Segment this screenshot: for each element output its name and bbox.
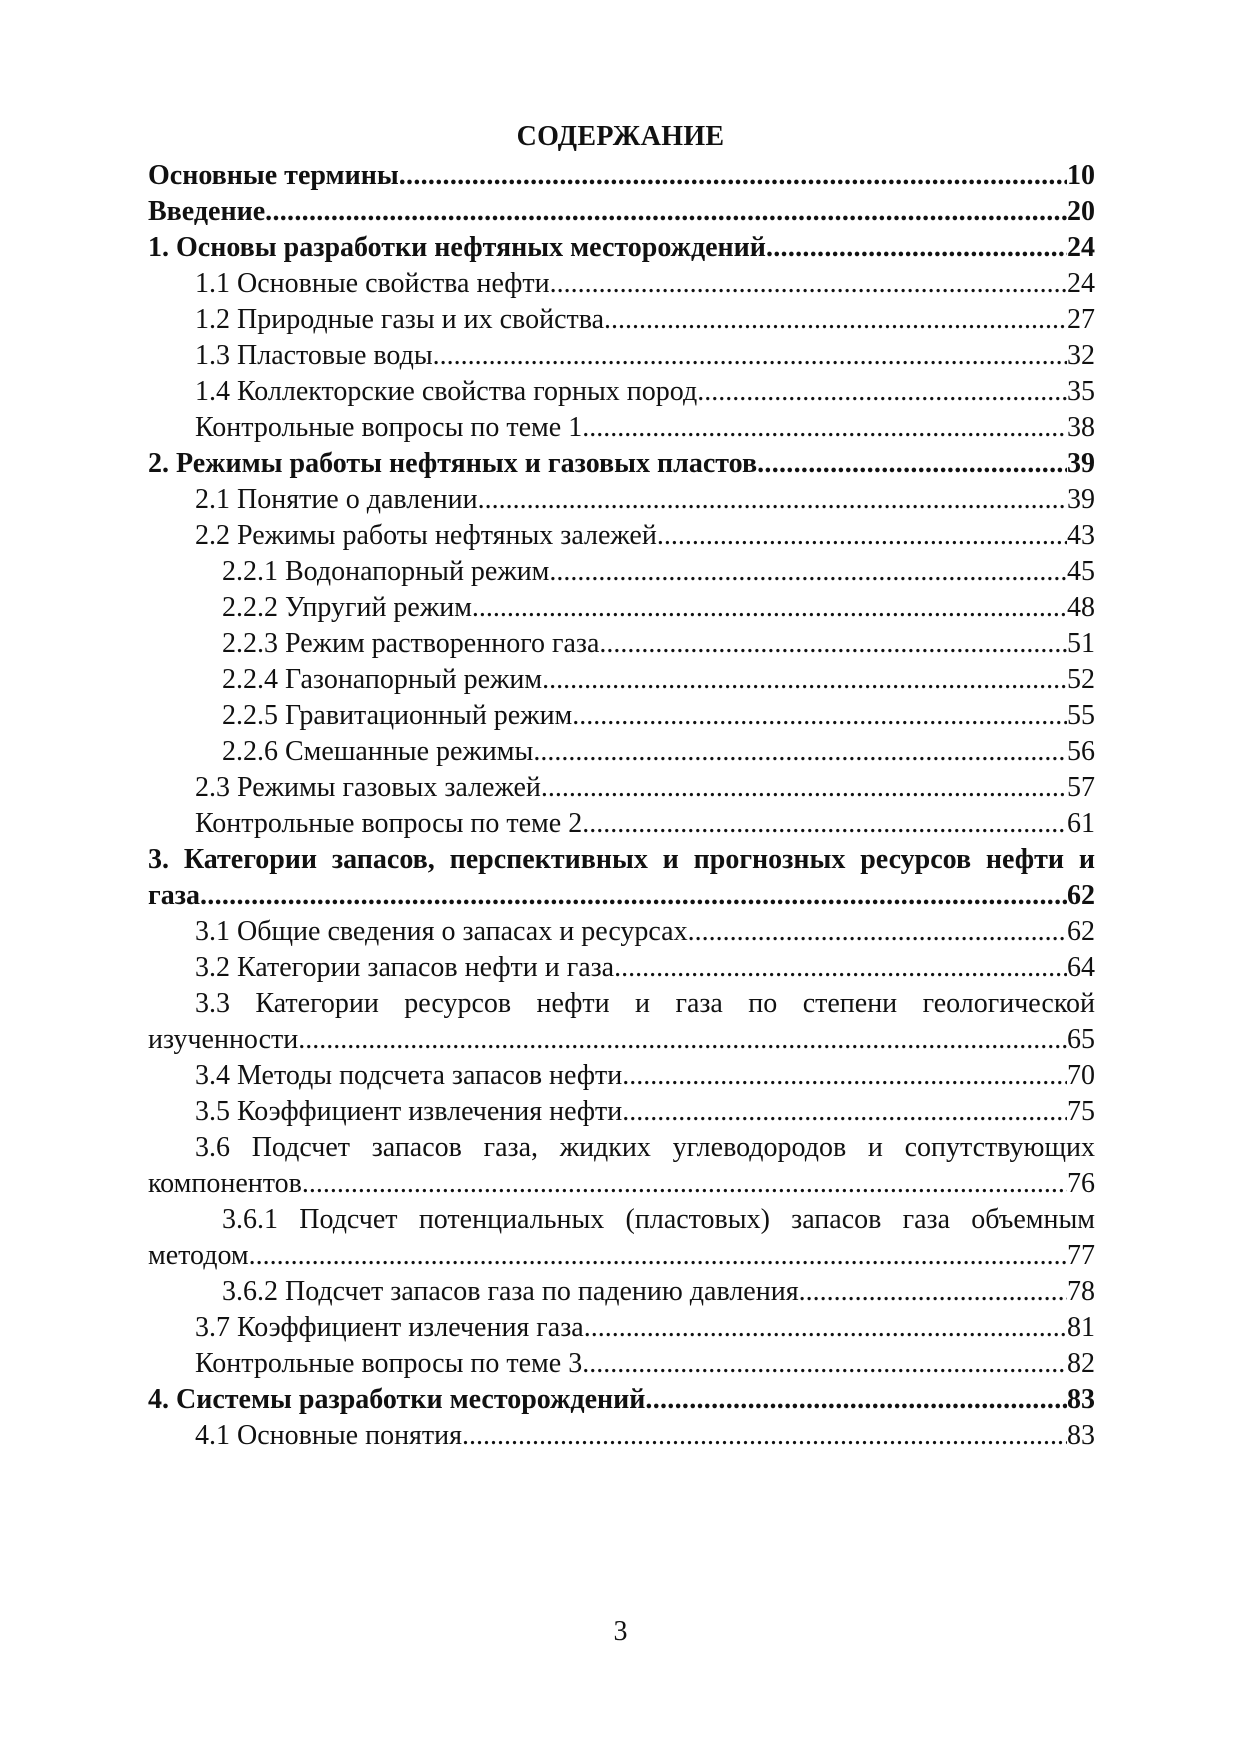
toc-entry-page: 39 xyxy=(1067,484,1095,515)
toc-entry[interactable] xyxy=(148,518,1095,554)
toc-entry[interactable] xyxy=(148,302,1095,338)
toc-entry[interactable] xyxy=(148,482,1095,518)
toc-entry-page: 27 xyxy=(1067,304,1095,335)
toc-entry-title: 1.3 Пластовые воды xyxy=(195,340,433,371)
toc-entry[interactable] xyxy=(148,770,1095,806)
toc-entry-title: 2.3 Режимы газовых залежей xyxy=(195,772,541,803)
toc-entry[interactable] xyxy=(148,266,1095,302)
toc-entry[interactable] xyxy=(148,734,1095,770)
toc-entry-page: 75 xyxy=(1067,1096,1095,1127)
toc-entry-page: 48 xyxy=(1067,592,1095,623)
toc-entry-title-continued: изученности xyxy=(148,1024,299,1055)
toc-entry-title: Контрольные вопросы по теме 2 xyxy=(195,808,583,839)
toc-entry[interactable] xyxy=(148,1058,1095,1094)
toc-entry-page: 55 xyxy=(1067,700,1095,731)
toc-entry-title: 3.2 Категории запасов нефти и газа xyxy=(195,952,615,983)
dot-leader xyxy=(302,1166,1067,1202)
dot-leader xyxy=(541,770,1067,806)
toc-entry[interactable] xyxy=(148,410,1095,446)
toc-entry-page: 35 xyxy=(1067,376,1095,407)
toc-entry[interactable] xyxy=(148,374,1095,410)
toc-entry-title: 3. Категории запасов, перспективных и прогнозных ресурсов нефти и xyxy=(148,844,1095,875)
toc-entry-title: 3.5 Коэффициент извлечения нефти xyxy=(195,1096,623,1127)
toc-entry-title: 2.2.4 Газонапорный режим xyxy=(222,664,543,695)
dot-leader xyxy=(582,1346,1067,1382)
toc-entry-title: 4. Системы разработки месторождений xyxy=(148,1384,646,1415)
toc-entry-page: 81 xyxy=(1067,1312,1095,1343)
toc-entry-page: 32 xyxy=(1067,340,1095,371)
toc-entry[interactable] xyxy=(148,698,1095,734)
toc-entry[interactable] xyxy=(148,1202,1095,1274)
dot-leader xyxy=(582,806,1067,842)
toc-entry-page: 56 xyxy=(1067,736,1095,767)
toc-entry-title: 3.6.2 Подсчет запасов газа по падению давления xyxy=(222,1276,799,1307)
toc-entry-title: 2.2.6 Смешанные режимы xyxy=(222,736,534,767)
toc-entry-page: 10 xyxy=(1067,160,1095,191)
toc-entry-title: Основные термины xyxy=(148,160,399,191)
dot-leader xyxy=(433,338,1067,374)
toc-entry-page: 83 xyxy=(1067,1384,1095,1415)
dot-leader xyxy=(584,1310,1067,1346)
dot-leader xyxy=(657,518,1067,554)
dot-leader xyxy=(249,1238,1067,1274)
toc-entry-title: 2.2 Режимы работы нефтяных залежей xyxy=(195,520,657,551)
toc-entry-title-continued: методом xyxy=(148,1240,249,1271)
dot-leader xyxy=(604,302,1067,338)
dot-leader xyxy=(766,230,1067,266)
toc-entry-page: 38 xyxy=(1067,412,1095,443)
toc-entry-page: 57 xyxy=(1067,772,1095,803)
toc-entry-title: 1.1 Основные свойства нефти xyxy=(195,268,550,299)
toc-entry[interactable] xyxy=(148,662,1095,698)
dot-leader xyxy=(645,1382,1067,1418)
toc-entry-page: 83 xyxy=(1067,1420,1095,1451)
dot-leader xyxy=(265,194,1067,230)
toc-entry[interactable] xyxy=(148,446,1095,482)
toc-entry-page: 61 xyxy=(1067,808,1095,839)
toc-entry-title: 2.2.3 Режим растворенного газа xyxy=(222,628,600,659)
page-number: 3 xyxy=(613,1616,628,1647)
toc-entry-title: 3.7 Коэффициент излечения газа xyxy=(195,1312,584,1343)
dot-leader xyxy=(200,878,1067,914)
toc-entry-page: 64 xyxy=(1067,952,1095,983)
toc-entry[interactable] xyxy=(148,1094,1095,1130)
toc-entry-title: 4.1 Основные понятия xyxy=(195,1420,463,1451)
toc-entry-title: 1.4 Коллекторские свойства горных пород xyxy=(195,376,698,407)
dot-leader xyxy=(549,554,1067,590)
toc-entry-title: 2. Режимы работы нефтяных и газовых пластов xyxy=(148,448,758,479)
toc-entry-page: 24 xyxy=(1067,268,1095,299)
toc-entry-page: 65 xyxy=(1067,1024,1095,1055)
dot-leader xyxy=(472,590,1067,626)
dot-leader xyxy=(298,1022,1067,1058)
dot-leader xyxy=(757,446,1067,482)
toc-entry-title: 2.1 Понятие о давлении xyxy=(195,484,478,515)
toc-entry-title: Контрольные вопросы по теме 1 xyxy=(195,412,583,443)
toc-entry-page: 82 xyxy=(1067,1348,1095,1379)
toc-entry[interactable] xyxy=(148,1418,1095,1454)
toc-entry-page: 52 xyxy=(1067,664,1095,695)
dot-leader xyxy=(399,158,1067,194)
toc-entry[interactable] xyxy=(148,1310,1095,1346)
page-title: СОДЕРЖАНИЕ xyxy=(516,121,725,152)
dot-leader xyxy=(533,734,1067,770)
toc-entry[interactable] xyxy=(148,626,1095,662)
toc-entry-title: 3.6 Подсчет запасов газа, жидких углеводородов и сопутствующих xyxy=(195,1132,1095,1163)
toc-entry-title-continued: газа xyxy=(148,880,200,911)
dot-leader xyxy=(697,374,1067,410)
toc-entry-title: 1. Основы разработки нефтяных месторождений xyxy=(148,232,766,263)
toc-entry-page: 70 xyxy=(1067,1060,1095,1091)
toc-entry-page: 45 xyxy=(1067,556,1095,587)
dot-leader xyxy=(478,482,1067,518)
toc-entry-title: 3.3 Категории ресурсов нефти и газа по степени геологической xyxy=(195,988,1095,1019)
toc-entry[interactable] xyxy=(148,158,1095,194)
dot-leader xyxy=(614,950,1067,986)
toc-entry-page: 62 xyxy=(1067,916,1095,947)
toc-entry[interactable] xyxy=(148,554,1095,590)
dot-leader xyxy=(582,410,1067,446)
toc-entry-page: 77 xyxy=(1067,1240,1095,1271)
toc-entry[interactable] xyxy=(148,1382,1095,1418)
toc-entry-page: 62 xyxy=(1067,880,1095,911)
toc-entry[interactable] xyxy=(148,986,1095,1058)
toc-entry-title: 2.2.2 Упругий режим xyxy=(222,592,472,623)
dot-leader xyxy=(550,266,1067,302)
toc-entry-title: 3.6.1 Подсчет потенциальных (пластовых) запасов газа объемным xyxy=(222,1204,1095,1235)
table-of-contents xyxy=(148,158,1095,1454)
toc-entry[interactable] xyxy=(148,1130,1095,1202)
toc-entry-title: 3.4 Методы подсчета запасов нефти xyxy=(195,1060,623,1091)
toc-entry[interactable] xyxy=(148,806,1095,842)
toc-entry-title: Введение xyxy=(148,196,266,227)
toc-entry-page: 43 xyxy=(1067,520,1095,551)
toc-entry-title: Контрольные вопросы по теме 3 xyxy=(195,1348,583,1379)
toc-entry[interactable] xyxy=(148,230,1095,266)
dot-leader xyxy=(462,1418,1067,1454)
toc-entry-page: 76 xyxy=(1067,1168,1095,1199)
toc-entry[interactable] xyxy=(148,590,1095,626)
toc-entry-page: 51 xyxy=(1067,628,1095,659)
dot-leader xyxy=(542,662,1067,698)
dot-leader xyxy=(688,914,1067,950)
toc-entry-title: 2.2.5 Гравитационный режим xyxy=(222,700,573,731)
toc-entry[interactable] xyxy=(148,1274,1095,1310)
toc-entry[interactable] xyxy=(148,338,1095,374)
toc-entry-title: 1.2 Природные газы и их свойства xyxy=(195,304,605,335)
dot-leader xyxy=(622,1094,1067,1130)
toc-entry[interactable] xyxy=(148,950,1095,986)
dot-leader xyxy=(599,626,1067,662)
dot-leader xyxy=(799,1274,1067,1310)
toc-entry-title-continued: компонентов xyxy=(148,1168,302,1199)
toc-entry-title: 3.1 Общие сведения о запасах и ресурсах xyxy=(195,916,688,947)
toc-entry[interactable] xyxy=(148,194,1095,230)
dot-leader xyxy=(572,698,1067,734)
toc-entry-page: 39 xyxy=(1067,448,1095,479)
toc-entry-page: 24 xyxy=(1067,232,1095,263)
toc-entry[interactable] xyxy=(148,1346,1095,1382)
toc-entry[interactable] xyxy=(148,914,1095,950)
toc-entry-title: 2.2.1 Водонапорный режим xyxy=(222,556,550,587)
toc-entry-page: 78 xyxy=(1067,1276,1095,1307)
toc-entry-page: 20 xyxy=(1067,196,1095,227)
dot-leader xyxy=(622,1058,1067,1094)
toc-entry[interactable] xyxy=(148,842,1095,914)
